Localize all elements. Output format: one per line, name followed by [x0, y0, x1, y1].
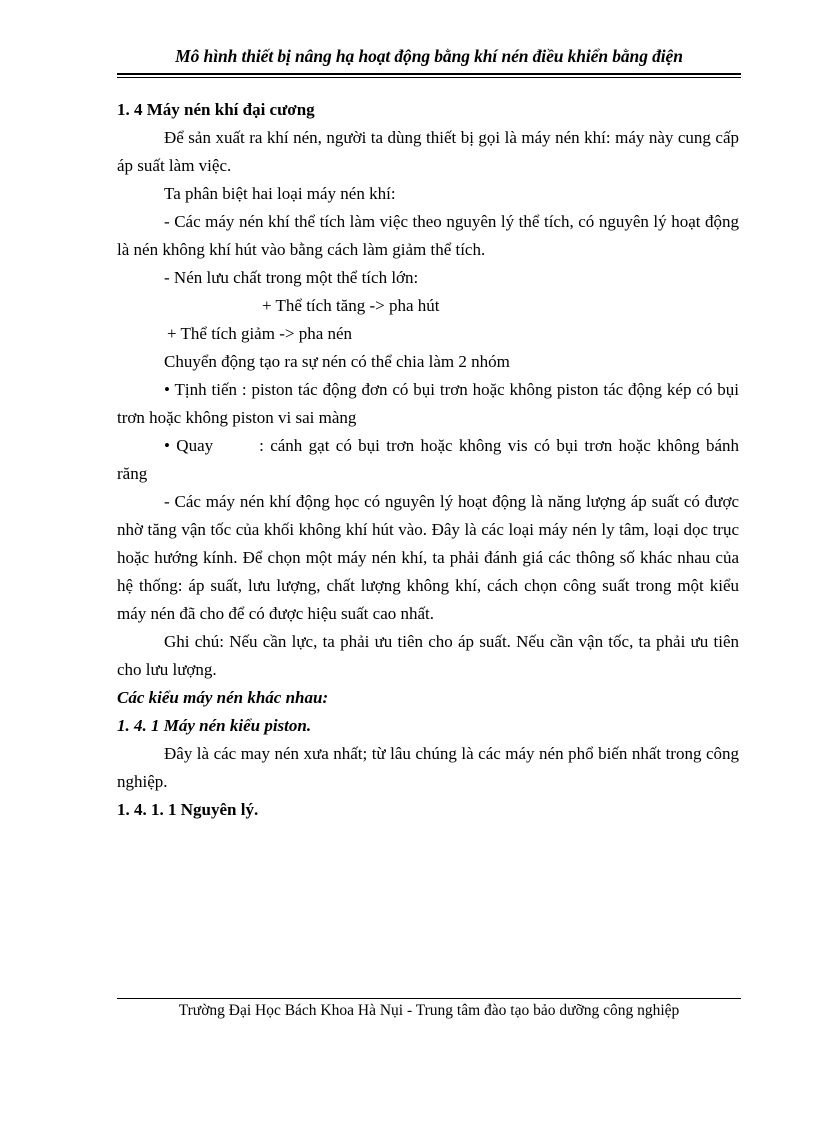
page-footer: Trường Đại Học Bách Khoa Hà Nụi - Trung tâm đào tạo bảo dưỡng công nghiệp [178, 1002, 680, 1019]
bullet-quay-text: : cánh gạt có bụi trơn hoặc không vis có bụi trơn hoặc không bánh răng [117, 436, 740, 483]
bullet-quay [117, 432, 739, 488]
section-heading: 1. 4 Máy nén khí đại cương [117, 100, 315, 119]
footer-rule [117, 998, 741, 999]
section-1-4-1-heading: 1. 4. 1 Máy nén kiểu piston. [117, 716, 312, 735]
paragraph-note: Ghi chú: Nếu cần lực, ta phải ưu tiên cho áp suất. Nếu cần vận tốc, ta phải ưu tiên cho lưu lượng. [117, 632, 739, 679]
bullet-tinh-tien: • Tịnh tiến : piston tác động đơn có bụi trơn hoặc không piston tác động kép có bụi trơn hoặc không piston vi sai màng [117, 380, 739, 427]
paragraph-3: - Các máy nén khí thể tích làm việc theo nguyên lý thể tích, có nguyên lý hoạt động là nén không khí hút vào bằng cách làm giảm thể tích. [117, 212, 739, 259]
paragraph-2: Ta phân biệt hai loại máy nén khí: [164, 184, 396, 203]
page-header-title: Mô hình thiết bị nâng hạ hoạt động bằng khí nén điều khiển bằng điện [175, 46, 683, 66]
section-1-4-1-1-heading: 1. 4. 1. 1 Nguyên lý. [117, 800, 259, 819]
header-rule-thin [117, 77, 741, 78]
paragraph-1: Để sản xuất ra khí nén, người ta dùng thiết bị gọi là máy nén khí: máy này cung cấp áp suất làm việc. [117, 128, 739, 175]
paragraph-4: - Nén lưu chất trong một thể tích lớn: [164, 268, 419, 287]
paragraph-12: Đây là các may nén xưa nhất; từ lâu chúng là các máy nén phổ biến nhất trong công nghiệp. [117, 744, 739, 791]
header-rule-thick [117, 73, 741, 75]
paragraph-10: - Các máy nén khí động học có nguyên lý hoạt động là năng lượng áp suất có được nhờ tăng vận tốc của khối không khí hút vào. Đây là các loại máy nén ly tâm, loại dọc trục hoặc hướng kính. Để chọn một máy nén khí, ta phải đánh giá các thông số khác nhau của hệ thống: áp suất, lưu lượng, chất lượng không khí, cách chọn công suất trong một kiểu máy nén đã cho để có được hiệu suất cao nhất. [117, 492, 739, 623]
list-item-plus-2: + Thể tích giảm -> pha nén [167, 324, 353, 343]
paragraph-7: Chuyển động tạo ra sự nén có thể chia làm 2 nhóm [164, 352, 510, 371]
subheading-compressor-types: Các kiểu máy nén khác nhau: [117, 688, 329, 707]
bullet-quay-label: • Quay [164, 436, 214, 455]
document-body [117, 96, 739, 824]
list-item-plus-1: + Thể tích tăng -> pha hút [262, 296, 440, 315]
